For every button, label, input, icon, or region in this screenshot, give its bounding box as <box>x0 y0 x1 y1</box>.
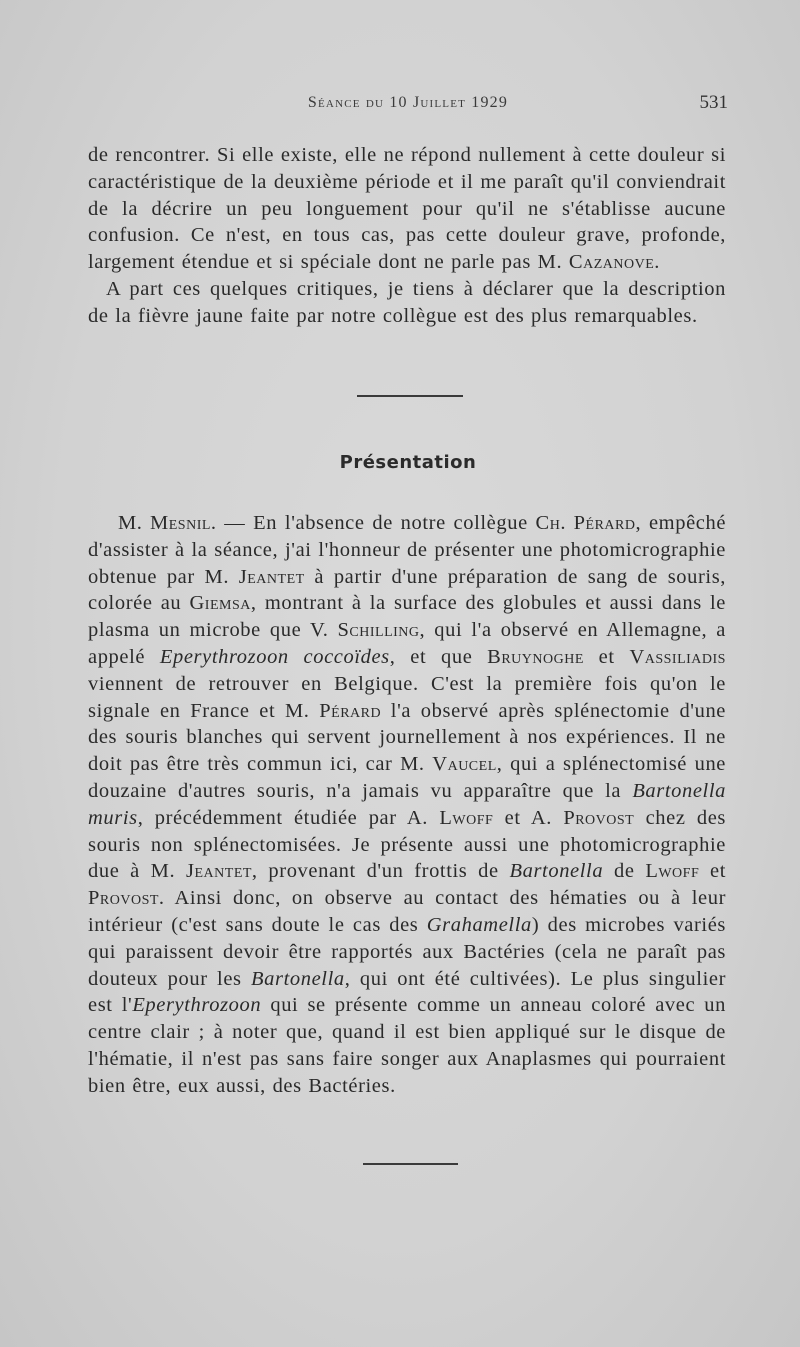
text-run: , empêché d'assister à la séance, j'ai l'honneur de présenter une photomicrographie obtenue par M. <box>88 512 727 588</box>
species-name: Eperythrozoon coccoïdes <box>159 645 390 668</box>
speaker-name: M. Mesnil. <box>118 512 217 534</box>
text-run: et <box>583 645 630 668</box>
person-name: Provost <box>88 887 159 910</box>
continuation-text <box>88 142 726 330</box>
species-name: Grahamella <box>426 913 532 936</box>
paragraph-text: . <box>654 251 660 274</box>
stain-name: Giemsa <box>189 592 251 615</box>
person-name: Vassiliadis <box>629 645 726 668</box>
author-name: Cazanove <box>568 251 655 274</box>
person-name: Ch. Pérard <box>535 512 636 534</box>
text-run: , qui l'a observé en Allemagne, a appelé <box>88 619 726 668</box>
paragraph-presentation <box>88 510 726 1100</box>
text-run: de <box>603 860 646 883</box>
text-run: et <box>699 860 727 883</box>
person-name: Jeantet <box>238 565 305 588</box>
person-name: Schilling <box>337 619 420 642</box>
text-run: et A. <box>493 806 564 829</box>
person-name: Provost <box>563 806 635 829</box>
running-head: Séance du 10 Juillet 1929 <box>307 94 509 111</box>
species-name: Eperythrozoon <box>132 994 262 1017</box>
text-run: chez des souris non splénectomisées. Je présente aussi une photomicrographie due à M. <box>88 806 726 883</box>
species-name: Bartonella <box>509 860 604 883</box>
species-name: Bartonella muris <box>88 779 726 829</box>
end-divider <box>363 1163 458 1165</box>
text-run: viennent de retrouver en Belgique. C'est la première fois qu'on le signale en France et M. <box>88 672 726 722</box>
text-run: , qui ont été cultivées). Le plus singulier est l' <box>88 967 726 1017</box>
text-run: qui se présente comme un anneau coloré avec un centre clair ; à noter que, quand il est bien appliqué sur le disque de l'hématie, il n'est pas sans faire songer aux Anaplasmes qui pourraient bien être, eux aussi, des Bactéries. <box>88 994 727 1097</box>
person-name: Lwoff <box>439 806 494 829</box>
species-name: Bartonella <box>251 967 345 990</box>
person-name: Lwoff <box>645 860 700 883</box>
page-number: 531 <box>699 92 728 113</box>
person-name: Jeantet <box>186 860 252 883</box>
text-run: , qui a splénectomisé une douzaine d'autres souris, n'a jamais vu apparaître que la <box>88 753 727 802</box>
paragraph-conclusion: A part ces quelques critiques, je tiens à déclarer que la description de la fièvre jaune faite par notre collègue est des plus remarquables. <box>88 277 726 327</box>
text-run: l'a observé après splénectomie d'une des souris blanches qui servent journellement à nos expériences. Il ne doit pas être très commun ici, car M. <box>88 699 726 776</box>
person-name: Bruynoghe <box>487 645 584 668</box>
text-run: , provenant d'un frottis de <box>251 860 510 883</box>
page-header <box>88 94 728 124</box>
text-run: ) des microbes variés qui paraissent devoir être rapportés aux Bactéries (cela ne paraît pas douteux pour les <box>88 913 726 990</box>
paragraph-continued <box>88 142 726 276</box>
text-run: à partir d'une préparation de sang de souris, colorée au <box>88 565 726 615</box>
text-run: — En l'absence de notre collègue <box>216 512 536 534</box>
person-name: Pérard <box>319 699 382 722</box>
paragraph-text: de rencontrer. Si elle existe, elle ne répond nullement à cette douleur si caractéristique de la deuxième période et il me paraît qu'il conviendrait de la décrire un peu longuement pour qu'il ne s'établisse aucune confusion. Ce n'est, en tous cas, pas cette douleur grave, profonde, largement étendue et si spéciale dont ne parle pas M. <box>88 144 726 274</box>
person-name: Vaucel <box>432 753 497 776</box>
text-run: . Ainsi donc, on observe au contact des hématies ou à leur intérieur (c'est sans doute le cas des <box>88 887 726 936</box>
presentation-text <box>88 510 726 1100</box>
text-run: , montrant à la surface des globules et aussi dans le plasma un microbe que V. <box>88 592 726 642</box>
section-divider <box>357 395 463 397</box>
text-run: , précédemment étudiée par A. <box>137 806 440 829</box>
text-run: , et que <box>389 645 488 668</box>
section-title: Présentation <box>339 452 477 473</box>
